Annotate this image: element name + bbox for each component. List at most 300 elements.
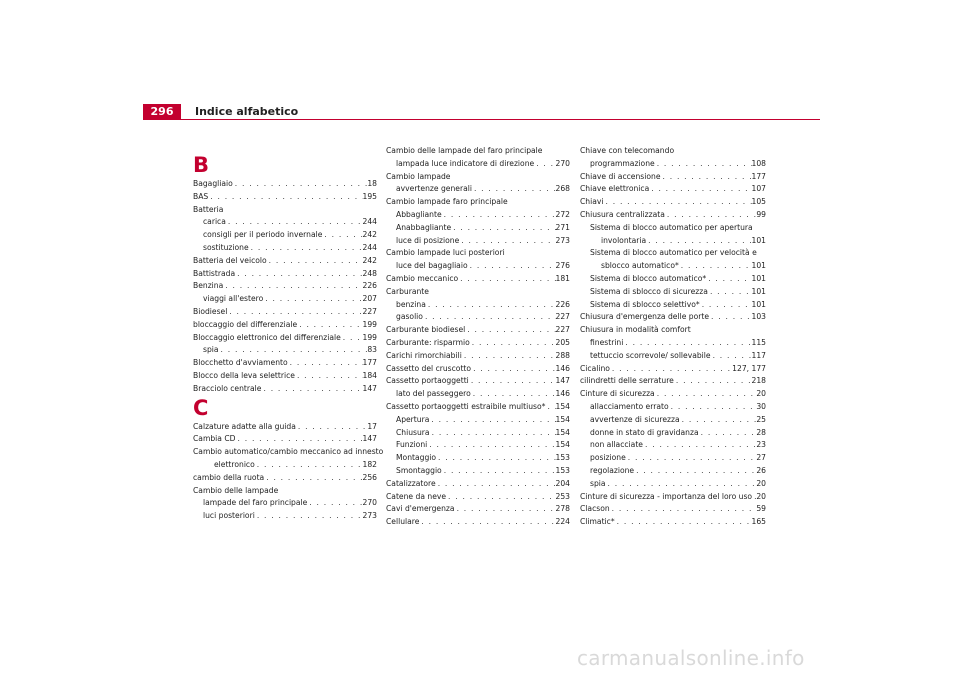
dot-leader [236,433,363,446]
index-entry-page: 276 [555,261,570,271]
index-entry [386,503,570,516]
index-entry-page: 154 [555,427,570,437]
index-entry-label: Calzature adatte alla guida [193,421,296,431]
index-entry-page: 218 [751,376,766,386]
index-entry-label: Cassetto del cruscotto [386,363,472,373]
index-entry-page: 153 [555,453,570,463]
index-entry [386,375,570,388]
index-entry [580,363,766,376]
index-entry-page: 205 [555,337,570,347]
index-entry [386,337,570,350]
index-entry-page: 101 [751,261,766,271]
index-entry [580,439,766,452]
dot-leader [235,268,362,281]
index-entry [193,280,377,293]
index-entry-label: cilindretti delle serrature [580,376,674,386]
dot-leader [471,388,556,401]
dot-leader [423,311,556,324]
index-entry-label: lampada luce indicatore di direzione [396,158,535,168]
dot-leader [426,299,556,312]
index-entry [580,478,766,491]
index-entry-label: allacciamento errato [590,401,669,411]
dot-leader [665,209,756,222]
index-entry-label: Cambia CD [193,434,236,444]
index-entry-page: 273 [362,511,377,521]
index-entry-label: Blocchetto d'avviamento [193,358,288,368]
index-entry [580,158,766,171]
index-entry-page: 20 [756,478,766,488]
index-column-2 [386,145,570,529]
dot-leader [655,158,752,171]
dot-leader [295,370,363,383]
index-heading: Cambio automatico/cambio meccanico ad innesto [193,447,384,457]
index-entry-page: 226 [362,281,377,291]
index-entry-page: 199 [362,319,377,329]
index-entry-label: Biodiesel [193,306,228,316]
index-entry-label: regolazione [590,465,635,475]
index-entry [386,363,570,376]
index-entry-label: avvertenze generali [396,184,472,194]
index-entry [193,433,377,446]
index-entry-page: 101 [751,299,766,309]
index-entry-page: 181 [555,273,570,283]
index-entry-label: Benzina [193,281,224,291]
section-letter: C [193,395,209,420]
dot-leader [661,171,752,184]
index-entry-label: gasolio [396,312,423,322]
index-entry-page: 204 [555,478,570,488]
index-entry [386,222,570,235]
index-entry-label: Cinture di sicurezza - importanza del loro uso [580,491,753,501]
dot-leader [462,350,556,363]
index-entry [193,459,377,472]
index-entry [193,319,377,332]
index-entry-page: 26 [756,465,766,475]
index-entry-page: 147 [555,376,570,386]
index-heading: Chiusura in modalità comfort [580,325,691,335]
index-entry-label: Chiusura d'emergenza delle porte [580,312,710,322]
index-entry [386,311,570,324]
dot-leader [646,235,751,248]
index-entry [386,260,570,273]
dot-leader [468,260,556,273]
index-entry-page: 115 [751,337,766,347]
index-entry [386,414,570,427]
index-entry-page: 108 [751,158,766,168]
index-entry-label: Climatic* [580,517,615,527]
index-entry-label: Sistema di sblocco di sicurezza [590,286,708,296]
index-entry-label: avvertenze di sicurezza [590,414,680,424]
index-entry [193,293,377,306]
index-heading: Cambio delle lampade [193,485,279,495]
dot-leader [255,459,363,472]
dot-leader [469,375,556,388]
index-entry [580,414,766,427]
index-heading: Carburante [386,286,429,296]
index-entry-page: 146 [555,389,570,399]
index-entry [193,344,377,357]
index-entry-label: spia [203,345,219,355]
index-entry [386,209,570,222]
index-entry-label: Carichi rimorchiabili [386,350,462,360]
index-entry-page: 27 [756,453,766,463]
dot-leader [208,191,362,204]
dot-leader [227,306,362,319]
index-entry-label: non allacciate [590,440,643,450]
index-entry-page: 25 [756,414,766,424]
index-entry-page: 184 [362,370,377,380]
index-entry-page: 30 [756,401,766,411]
index-entry [193,216,377,229]
index-heading: Cambio delle lampade del faro principale [386,146,543,155]
dot-leader [307,497,362,510]
index-entry-page: 272 [555,209,570,219]
index-entry-label: Cinture di sicurezza [580,389,655,399]
index-entry [386,183,570,196]
index-entry-label: Cellulare [386,517,420,527]
index-entry [386,350,570,363]
index-entry-label: Anabbagliante [396,222,452,232]
index-entry [580,401,766,414]
dot-leader [615,516,752,529]
index-entry [580,427,766,440]
index-entry-page: 101 [751,286,766,296]
index-entry-label: Chiavi [580,197,604,207]
index-heading: Cambio lampade [386,171,451,181]
index-entry [386,324,570,337]
index-entry-page: 23 [756,440,766,450]
index-entry-page: 177 [751,171,766,181]
index-entry-page: 288 [555,350,570,360]
index-entry [193,357,377,370]
dot-leader [643,439,756,452]
index-entry [386,439,570,452]
index-entry-label: Catene da neve [386,491,447,501]
dot-leader [223,280,362,293]
dot-leader [711,350,752,363]
index-entry-label: Carburante biodiesel [386,325,466,335]
index-entry-label: Cassetto portaoggetti [386,376,469,386]
dot-leader [471,363,555,376]
index-entry [580,286,766,299]
index-entry-label: Apertura [396,414,430,424]
index-entry [193,497,377,510]
dot-leader [261,383,362,396]
index-entry-page: 28 [756,427,766,437]
index-entry-label: Sistema di blocco automatico* [590,273,707,283]
index-entry-label: Bracciolo centrale [193,383,262,393]
index-entry-label: Chiusura centralizzata [580,209,665,219]
index-entry [580,388,766,401]
index-entry-page: 199 [362,332,377,342]
index-entry [580,183,766,196]
index-entry-label: posizione [590,453,626,463]
index-entry-label: luci posteriori [203,511,255,521]
dot-leader [430,427,556,440]
dot-leader [465,324,555,337]
index-entry [193,472,377,485]
index-entry [386,452,570,465]
index-entry [193,421,377,434]
watermark: carmanualsonline.info [577,646,805,670]
dot-leader [451,222,555,235]
index-entry-page: 20 [756,491,766,501]
index-entry-page: 127, 177 [732,363,766,373]
index-entry-label: Abbagliante [396,209,442,219]
index-entry [386,516,570,529]
index-entry-label: cambio della ruota [193,472,265,482]
dot-leader [623,337,751,350]
index-heading: Chiave con telecomando [580,146,675,155]
index-heading: Cambio lampade luci posteriori [386,248,505,258]
dot-leader [699,427,757,440]
index-column-1 [193,153,384,523]
index-entry-label: Battistrada [193,268,236,278]
index-entry-label: Catalizzatore [386,478,436,488]
index-entry-label: involontaria [601,235,647,245]
index-entry-page: 278 [555,504,570,514]
dot-leader [249,242,363,255]
index-entry [580,337,766,350]
index-entry-page: 256 [362,472,377,482]
index-entry-label: Blocco della leva selettrice [193,370,295,380]
dot-leader [427,439,555,452]
dot-leader [606,478,757,491]
index-entry-label: BAS [193,191,209,201]
index-entry [193,383,377,396]
dot-leader [610,503,757,516]
index-entry [193,268,377,281]
index-entry-page: 107 [751,184,766,194]
index-entry [580,260,766,273]
index-entry [386,465,570,478]
index-entry-label: Cassetto portaoggetti estraibile multiuso* [386,401,546,411]
dot-leader [442,465,556,478]
dot-leader [267,255,363,268]
index-entry [580,503,766,516]
index-heading: Sistema di blocco automatico per apertura [590,222,753,232]
dot-leader [233,178,368,191]
index-entry [193,178,377,191]
index-entry [386,235,570,248]
index-entry-label: Cambio meccanico [386,273,459,283]
index-entry-label: Cavi d'emergenza [386,504,455,514]
index-entry-label: Carburante: risparmio [386,337,470,347]
index-entry-label: programmazione [590,158,655,168]
index-entry-page: 146 [555,363,570,373]
index-entry-page: 244 [362,217,377,227]
index-entry [193,332,377,345]
dot-leader [700,299,752,312]
index-heading: Cambio lampade faro principale [386,197,508,207]
index-entry-page: 227 [362,306,377,316]
dot-leader [264,472,362,485]
index-entry-page: 227 [555,325,570,335]
index-entry-page: 270 [555,158,570,168]
dot-leader [341,332,363,345]
dot-leader [297,319,362,332]
dot-leader [709,311,751,324]
index-entry [580,491,766,504]
index-entry-page: 154 [555,414,570,424]
index-entry-label: Bagagliaio [193,179,233,188]
dot-leader [442,209,556,222]
dot-leader [680,414,757,427]
index-entry [580,196,766,209]
index-entry [386,401,570,414]
index-entry-page: 154 [555,440,570,450]
index-entry-label: Smontaggio [396,465,442,475]
index-entry-label: Batteria del veicolo [193,255,267,265]
dot-leader [436,452,555,465]
header-rule [143,119,820,120]
index-entry-page: 17 [367,421,377,431]
index-entry-label: donne in stato di gravidanza [590,427,699,437]
index-entry [386,388,570,401]
index-entry-page: 242 [362,230,377,240]
index-entry [386,427,570,440]
index-entry [386,273,570,286]
dot-leader [263,293,362,306]
dot-leader [610,363,732,376]
index-entry-page: 244 [362,242,377,252]
dot-leader [446,491,555,504]
index-entry-label: carica [203,217,226,227]
index-entry-page: 273 [555,235,570,245]
dot-leader [708,286,752,299]
index-entry-label: luce del bagagliaio [396,261,468,271]
index-entry-label: Chiave di accensione [580,171,661,181]
index-entry-label: consigli per il periodo invernale [203,230,323,240]
dot-leader [626,452,757,465]
index-entry [580,452,766,465]
dot-leader [655,388,757,401]
dot-leader [459,235,555,248]
index-entry-page: 154 [555,401,570,411]
index-entry-page: 99 [756,209,766,219]
index-entry-page: 248 [362,268,377,278]
index-entry-page: 101 [751,235,766,245]
dot-leader [674,375,752,388]
index-entry [580,311,766,324]
dot-leader [455,503,556,516]
index-entry [193,229,377,242]
index-entry [580,273,766,286]
index-entry-page: 103 [751,312,766,322]
index-entry-label: Cicalino [580,363,610,373]
index-entry [580,171,766,184]
dot-leader [679,260,752,273]
index-entry [580,235,766,248]
index-entry-label: spia [590,478,606,488]
index-entry-page: 253 [555,491,570,501]
index-entry-page: 18 [367,179,377,188]
index-entry [580,465,766,478]
index-entry-label: finestrini [590,337,624,347]
index-entry-page: 182 [362,459,377,469]
index-entry-label: luce di posizione [396,235,460,245]
index-entry-label: Chiave elettronica [580,184,650,194]
index-entry-page: 59 [756,504,766,514]
index-entry-label: tettuccio scorrevole/ sollevabile [590,350,711,360]
index-entry [580,375,766,388]
dot-leader [429,414,555,427]
index-entry-page: 242 [362,255,377,265]
dot-leader [472,183,556,196]
dot-leader [419,516,555,529]
index-entry [386,299,570,312]
index-entry-page: 153 [555,465,570,475]
dot-leader [458,273,555,286]
index-entry-page: 270 [362,498,377,508]
dot-leader [436,478,556,491]
index-entry-page: 83 [367,345,377,355]
index-entry-page: 224 [555,517,570,527]
index-entry-label: Funzioni [396,440,428,450]
index-entry-page: 177 [362,358,377,368]
index-column-3 [580,145,766,529]
index-entry-page: 20 [756,389,766,399]
index-entry-page: 207 [362,294,377,304]
index-entry-label: lato del passeggero [396,389,471,399]
dot-leader [545,401,555,414]
index-entry-label: Montaggio [396,453,437,463]
index-entry [193,370,377,383]
dot-leader [322,229,362,242]
index-entry [386,158,570,171]
index-entry-page: 271 [555,222,570,232]
dot-leader [634,465,756,478]
index-entry [193,306,377,319]
index-entry [193,242,377,255]
dot-leader [288,357,363,370]
index-entry [580,209,766,222]
index-entry-page: 268 [555,184,570,194]
dot-leader [706,273,751,286]
index-entry-page: 101 [751,273,766,283]
index-entry-label: sostituzione [203,242,249,252]
index-entry-page: 165 [751,517,766,527]
index-entry [580,516,766,529]
index-entry [580,299,766,312]
index-heading: Batteria [193,204,224,214]
dot-leader [226,216,363,229]
dot-leader [255,510,363,523]
page-header [143,104,820,120]
dot-leader [219,344,368,357]
index-entry-label: Bloccaggio elettronico del differenziale [193,332,341,342]
index-entry-page: 117 [751,350,766,360]
dot-leader [296,421,367,434]
index-entry-label: elettronico [214,459,255,469]
dot-leader [534,158,555,171]
index-entry [193,510,377,523]
index-entry-label: lampade del faro principale [203,498,308,508]
index-heading: Sistema di blocco automatico per velocità e [590,248,757,258]
index-entry-label: viaggi all'estero [203,294,264,304]
index-entry-label: Sistema di sblocco selettivo* [590,299,700,309]
index-entry [193,191,377,204]
index-entry [193,255,377,268]
dot-leader [669,401,757,414]
index-entry-label: Clacson [580,504,610,514]
index-entry-page: 147 [362,434,377,444]
index-entry-page: 147 [362,383,377,393]
index-entry-page: 195 [362,191,377,201]
index-entry [386,478,570,491]
index-entry-label: bloccaggio del differenziale [193,319,298,329]
page-number: 296 [143,104,181,120]
